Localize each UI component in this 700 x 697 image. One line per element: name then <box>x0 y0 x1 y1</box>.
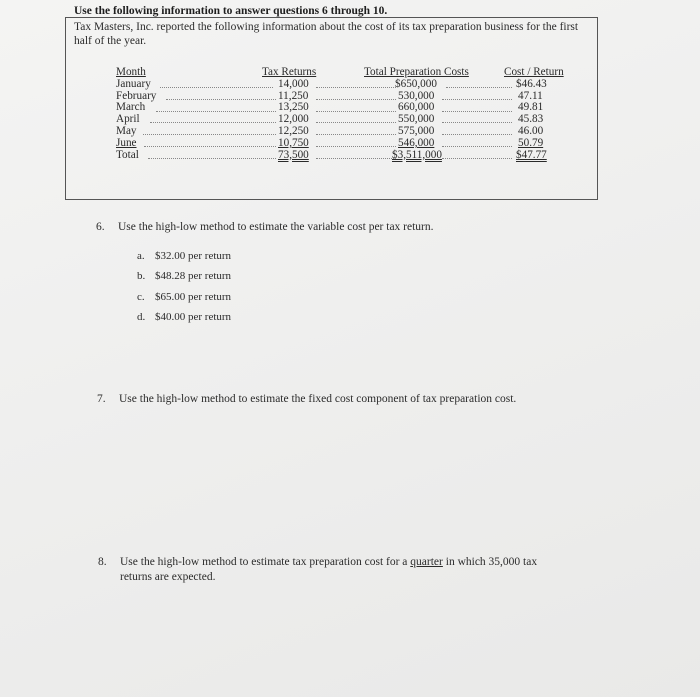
table-cell: 46.00 <box>518 124 544 137</box>
question-text: Use the high-low method to estimate the variable cost per tax return. <box>118 221 434 233</box>
dotted-leader <box>150 121 276 123</box>
table-cell: 14,000 <box>278 77 309 90</box>
total-label: Total <box>116 148 139 161</box>
question-text-underlined: quarter <box>410 556 443 568</box>
tax-returns-column <box>262 67 316 161</box>
table-cell: $650,000 <box>395 77 437 90</box>
month-header: Month <box>116 66 146 78</box>
table-cell-text: June <box>116 136 137 149</box>
table-cell: February <box>116 89 157 102</box>
question-6 <box>96 221 434 233</box>
total-returns-text: 73,500 <box>278 148 309 161</box>
option-b <box>137 270 231 282</box>
table-cell: 550,000 <box>398 113 435 126</box>
table-cell: April <box>116 113 140 126</box>
table-cell <box>116 138 156 150</box>
option-letter: d. <box>137 311 146 323</box>
table-cell: 12,250 <box>278 124 309 137</box>
dotted-leader <box>316 98 396 100</box>
option-d <box>137 311 231 323</box>
cost-per-return-column <box>504 67 564 161</box>
table-cell: 11,250 <box>278 89 309 102</box>
table-cell-text: 50.79 <box>518 136 544 149</box>
total-cost-per-return-text: $47.77 <box>516 148 547 161</box>
question-number: 7. <box>97 393 106 405</box>
prep-costs-column <box>364 67 469 161</box>
table-cell: March <box>116 101 146 114</box>
table-cell: 45.83 <box>518 113 544 126</box>
question-7 <box>97 393 516 405</box>
table-cell: $46.43 <box>516 77 547 90</box>
intro-paragraph: Tax Masters, Inc. reported the following information about the cost of its tax preparation business for the first half of the year. <box>74 21 579 47</box>
prep-costs-header: Total Preparation Costs <box>364 66 469 78</box>
option-text: $32.00 per return <box>155 250 232 262</box>
total-cost-per-return <box>504 150 564 162</box>
option-text: $40.00 per return <box>155 311 232 323</box>
question-text: Use the high-low method to estimate the fixed cost component of tax preparation cost. <box>119 393 517 405</box>
dotted-leader <box>316 110 396 112</box>
dotted-leader <box>144 145 276 147</box>
dotted-leader <box>442 133 512 135</box>
total-costs <box>364 150 469 162</box>
table-cell: 660,000 <box>398 101 435 114</box>
question-number: 6. <box>96 221 105 233</box>
table-cell: 575,000 <box>398 124 435 137</box>
dotted-leader <box>160 86 273 88</box>
dotted-leader <box>442 121 512 123</box>
option-a <box>137 250 231 262</box>
option-text: $48.28 per return <box>155 270 232 282</box>
table-cell: May <box>116 124 137 137</box>
table-cell: 530,000 <box>398 89 435 102</box>
dotted-leader <box>316 133 396 135</box>
table-cell-text: 546,000 <box>398 136 435 149</box>
table-cell: 47.11 <box>518 89 543 102</box>
table-cell: 49.81 <box>518 101 544 114</box>
total-costs-text: $3,511,000 <box>392 148 442 161</box>
question-8-line-2: returns are expected. <box>120 571 216 583</box>
question-number: 8. <box>98 556 107 568</box>
dotted-leader <box>446 86 512 88</box>
question-text: in which 35,000 tax <box>442 556 538 568</box>
dotted-leader <box>143 133 276 135</box>
table-cell: January <box>116 77 151 90</box>
dotted-leader <box>442 145 512 147</box>
dotted-leader <box>316 145 396 147</box>
tax-returns-header: Tax Returns <box>262 66 317 78</box>
option-c <box>137 291 231 303</box>
option-letter: b. <box>137 270 146 282</box>
option-letter: a. <box>137 250 145 262</box>
question-text: Use the high-low method to estimate tax preparation cost for a <box>120 556 411 568</box>
instructions-heading: Use the following information to answer questions 6 through 10. <box>74 5 388 17</box>
total-returns <box>262 150 316 162</box>
table-cell: 12,000 <box>278 113 309 126</box>
month-column <box>116 67 156 161</box>
dotted-leader <box>316 157 396 159</box>
dotted-leader <box>442 157 512 159</box>
dotted-leader <box>166 98 276 100</box>
question-8 <box>98 556 537 568</box>
table-cell: 13,250 <box>278 101 309 114</box>
dotted-leader <box>316 86 396 88</box>
option-letter: c. <box>137 291 145 303</box>
option-text: $65.00 per return <box>155 291 232 303</box>
dotted-leader <box>156 110 276 112</box>
cost-per-return-header: Cost / Return <box>504 66 564 78</box>
dotted-leader <box>148 157 276 159</box>
table-cell-text: 10,750 <box>278 136 309 149</box>
dotted-leader <box>442 110 512 112</box>
dotted-leader <box>316 121 396 123</box>
dotted-leader <box>442 98 512 100</box>
